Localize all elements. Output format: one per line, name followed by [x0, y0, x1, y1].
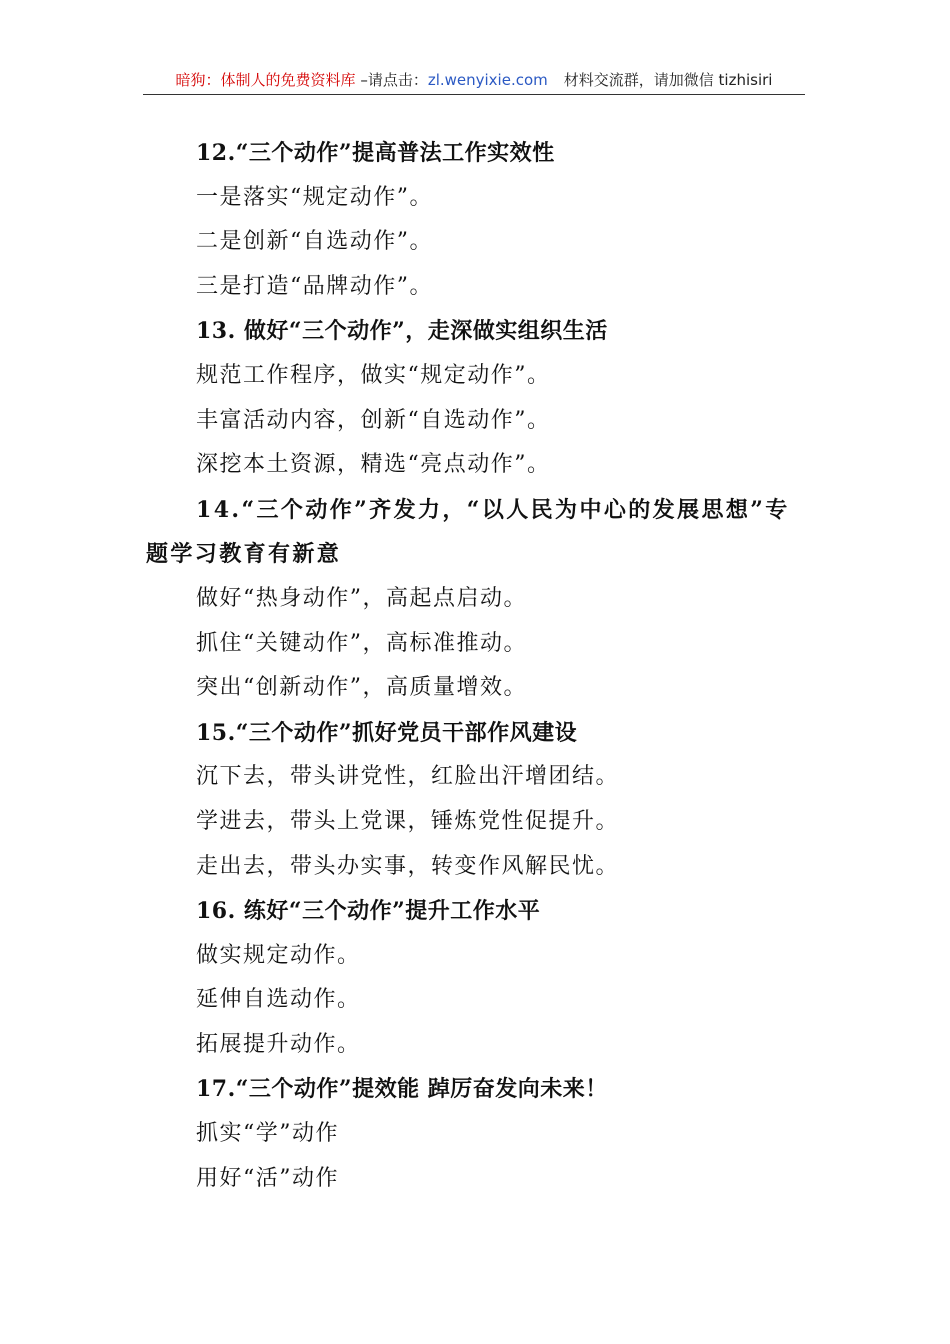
- section-heading: 16. 练好“三个动作”提升工作水平: [196, 898, 541, 925]
- section-item: 拓展提升动作。: [196, 1031, 361, 1057]
- section-heading: 17.“三个动作”提效能 踔厉奋发向未来！: [196, 1076, 608, 1103]
- section-item: 做好“热身动作”，高起点启动。: [196, 585, 527, 611]
- section-item: 学进去，带头上党课，锤炼党性促提升。: [196, 808, 620, 834]
- section-item: 用好“活”动作: [196, 1165, 339, 1191]
- section-heading: 13. 做好“三个动作”，走深做实组织生活: [196, 318, 608, 345]
- section-heading: 15.“三个动作”抓好党员干部作风建设: [196, 719, 578, 746]
- header-url-link[interactable]: zl.wenyixie.com: [427, 71, 548, 89]
- page-header: [143, 66, 805, 95]
- section-item: 沉下去，带头讲党性，红脸出汗增团结。: [196, 764, 620, 790]
- header-brand: 暗狗：体制人的免费资料库: [175, 71, 356, 89]
- header-click-prefix: –请点击：: [355, 71, 428, 89]
- section-item: 丰富活动内容，创新“自选动作”。: [196, 407, 551, 433]
- header-wechat-note: 材料交流群，请加微信 tizhisiri: [563, 71, 773, 89]
- section-item: 深挖本土资源，精选“亮点动作”。: [196, 452, 551, 478]
- document-body: [146, 131, 806, 1201]
- section-item: 规范工作程序，做实“规定动作”。: [196, 362, 551, 388]
- section-item: 抓实“学”动作: [196, 1121, 339, 1147]
- section-item: 突出“创新动作”，高质量增效。: [196, 675, 527, 701]
- section-item: 三是打造“品牌动作”。: [196, 273, 433, 299]
- section-item: 走出去，带头办实事，转变作风解民忧。: [196, 853, 620, 879]
- section-item: 做实规定动作。: [196, 942, 361, 968]
- section-heading: 12.“三个动作”提高普法工作实效性: [196, 140, 555, 166]
- section-item: 抓住“关键动作”，高标准推动。: [196, 630, 527, 656]
- section-heading: 14.“三个动作”齐发力，“以人民为中心的发展思想”专题学习教育有新意: [146, 496, 790, 568]
- section-item: 一是落实“规定动作”。: [196, 184, 433, 210]
- section-item: 二是创新“自选动作”。: [196, 229, 433, 255]
- section-item: 延伸自选动作。: [196, 987, 361, 1013]
